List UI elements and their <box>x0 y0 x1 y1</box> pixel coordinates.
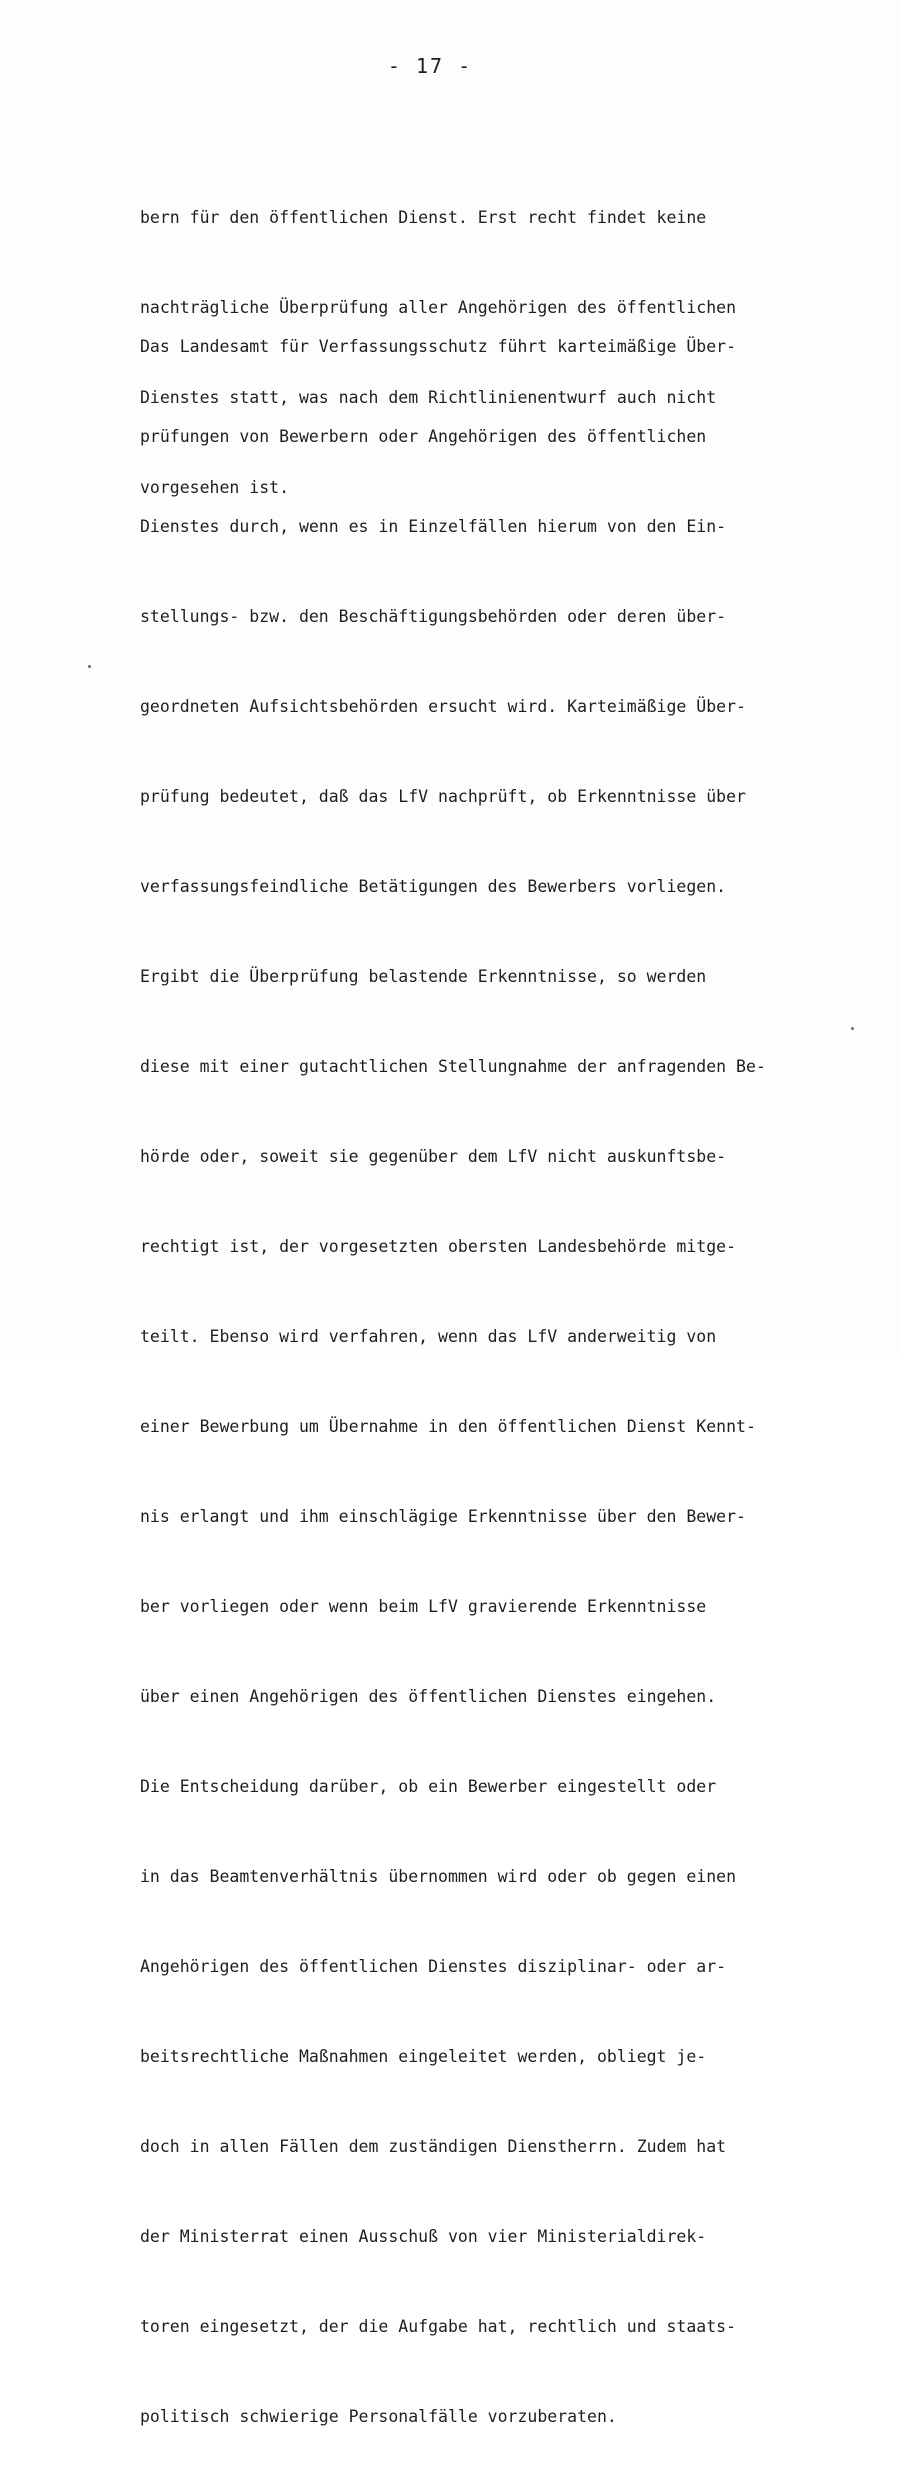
text-line: toren eingesetzt, der die Aufgabe hat, rechtlich und staats- <box>140 2317 737 2336</box>
text-line: geordneten Aufsichtsbehörden ersucht wird. Karteimäßige Über- <box>140 697 746 716</box>
text-line: in das Beamtenverhältnis übernommen wird oder ob gegen einen <box>140 1867 737 1886</box>
text-line: stellungs- bzw. den Beschäftigungsbehörden oder deren über- <box>140 607 727 626</box>
text-line: bern für den öffentlichen Dienst. Erst recht findet keine <box>140 208 707 227</box>
text-line: doch in allen Fällen dem zuständigen Dienstherrn. Zudem hat <box>140 2137 727 2156</box>
scan-speck <box>88 665 91 668</box>
text-line: beitsrechtliche Maßnahmen eingeleitet werden, obliegt je- <box>140 2047 707 2066</box>
text-line: diese mit einer gutachtlichen Stellungnahme der anfragenden Be- <box>140 1057 766 1076</box>
text-line: vorgesehen ist. <box>140 478 290 497</box>
text-line: ber vorliegen oder wenn beim LfV gravierende Erkenntnisse <box>140 1597 707 1616</box>
text-line: teilt. Ebenso wird verfahren, wenn das LfV anderweitig von <box>140 1327 717 1346</box>
page-number: - 17 - <box>387 54 473 78</box>
text-line: nachträgliche Überprüfung aller Angehörigen des öffentlichen <box>140 298 737 317</box>
text-line: Ergibt die Überprüfung belastende Erkenntnisse, so werden <box>140 967 707 986</box>
text-line: Das Landesamt für Verfassungsschutz führt karteimäßige Über- <box>140 337 737 356</box>
text-line: der Ministerrat einen Ausschuß von vier Ministerialdirek- <box>140 2227 707 2246</box>
text-line: verfassungsfeindliche Betätigungen des Bewerbers vorliegen. <box>140 877 727 896</box>
text-line: prüfung bedeutet, daß das LfV nachprüft, ob Erkenntnisse über <box>140 787 746 806</box>
text-line: prüfungen von Bewerbern oder Angehörigen des öffentlichen <box>140 427 707 446</box>
text-line: Angehörigen des öffentlichen Dienstes disziplinar- oder ar- <box>140 1957 727 1976</box>
text-line: Die Entscheidung darüber, ob ein Bewerber eingestellt oder <box>140 1777 717 1796</box>
text-line: politisch schwierige Personalfälle vorzuberaten. <box>140 2407 617 2426</box>
text-line: rechtigt ist, der vorgesetzten obersten Landesbehörde mitge- <box>140 1237 737 1256</box>
scan-speck <box>851 1027 854 1030</box>
text-line: einer Bewerbung um Übernahme in den öffentlichen Dienst Kennt- <box>140 1417 756 1436</box>
text-line: über einen Angehörigen des öffentlichen Dienstes eingehen. <box>140 1687 717 1706</box>
text-line: Dienstes statt, was nach dem Richtlinienentwurf auch nicht <box>140 388 717 407</box>
text-line: Dienstes durch, wenn es in Einzelfällen hierum von den Ein- <box>140 517 727 536</box>
text-line: nis erlangt und ihm einschlägige Erkenntnisse über den Bewer- <box>140 1507 746 1526</box>
text-line: hörde oder, soweit sie gegenüber dem LfV nicht auskunftsbe- <box>140 1147 727 1166</box>
paragraph-2 <box>140 272 880 2492</box>
